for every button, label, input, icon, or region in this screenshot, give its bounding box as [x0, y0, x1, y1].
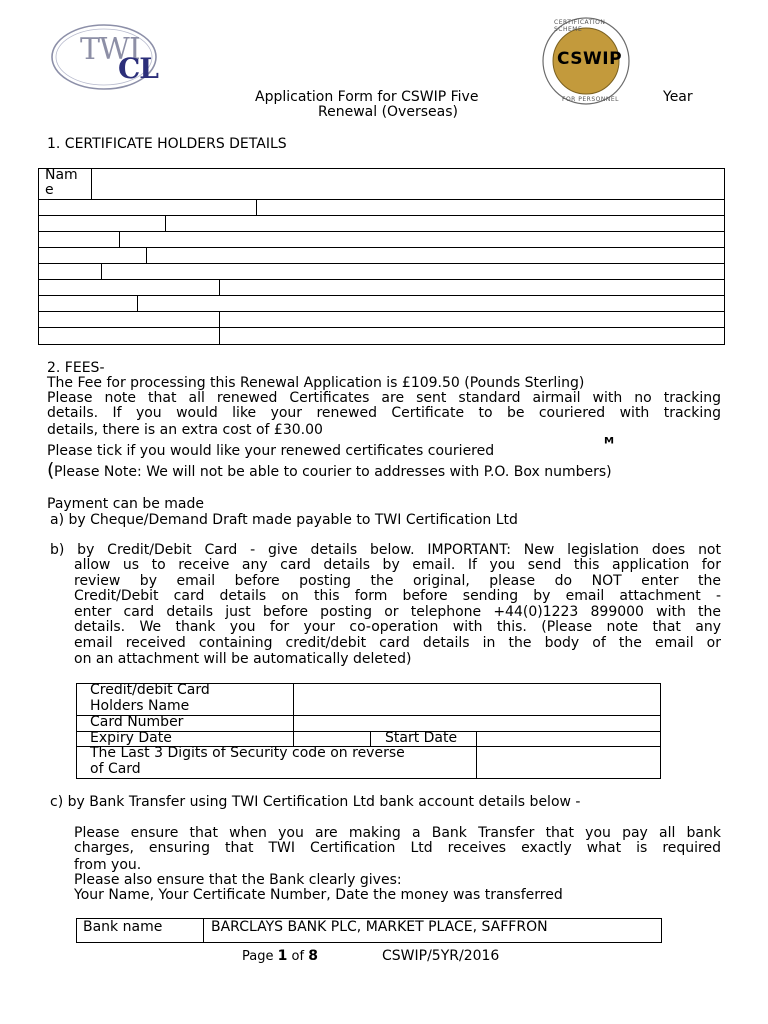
airmail-note-last: details, there is an extra cost of £30.00	[47, 422, 323, 438]
payment-option-a: a) by Cheque/Demand Draft made payable to TWI Certification Ltd	[50, 512, 518, 528]
cswip-logo	[540, 16, 632, 106]
option-b-line: review by email before posting the original, please do NOT enter the	[74, 573, 721, 589]
security-code-label-2: of Card	[90, 761, 141, 777]
option-b-line: enter card details just before posting or telephone +44(0)1223 899000 with the	[74, 604, 721, 620]
card-number-field[interactable]	[294, 716, 660, 731]
po-note-paren: (	[47, 459, 55, 481]
expiry-date-field[interactable]	[294, 732, 370, 746]
bank-name-value: BARCLAYS BANK PLC, MARKET PLACE, SAFFRON	[211, 919, 548, 935]
payment-option-b: b) by Credit/Debit Card - give details below. IMPORTANT: New legislation does not	[50, 542, 721, 558]
section1-heading: 1. CERTIFICATE HOLDERS DETAILS	[47, 136, 287, 152]
name-label-line1: Nam	[45, 167, 78, 183]
option-b-line: email received containing credit/debit card details in the body of the email or	[74, 635, 721, 651]
name-field[interactable]	[92, 169, 724, 199]
twi-logo-text: TWI	[80, 32, 140, 67]
start-date-label: Start Date	[385, 730, 458, 746]
page-number: 1	[277, 948, 288, 964]
page-total: 8	[308, 948, 318, 964]
bank-para-line: charges, ensuring that TWI Certification Ltd receives exactly what is required	[74, 840, 721, 856]
holder-details-table	[38, 168, 725, 345]
bank-para-last: from you.	[74, 857, 142, 873]
card-number-label: Card Number	[90, 714, 184, 730]
security-code-label-1: The Last 3 Digits of Security code on reverse	[90, 745, 405, 761]
bank-gives-intro: Please also ensure that the Bank clearly gives:	[74, 872, 402, 888]
bank-para-line: Please ensure that when you are making a Bank Transfer that you pay all bank	[74, 825, 721, 841]
page-footer	[242, 948, 318, 964]
cswip-ring-top-text: CERTIFICATION SCHEME	[554, 19, 606, 33]
option-b-last: on an attachment will be automatically deleted)	[74, 651, 412, 667]
airmail-note-line: details. If you would like your renewed Certificate to be couriered with tracking	[47, 405, 721, 421]
bank-gives-items: Your Name, Your Certificate Number, Date the money was transferred	[74, 887, 563, 903]
airmail-note-line: Please note that all renewed Certificates are sent standard airmail with no tracking	[47, 390, 721, 406]
form-code: CSWIP/5YR/2016	[382, 948, 500, 964]
fee-line: The Fee for processing this Renewal Application is £109.50 (Pounds Sterling)	[47, 375, 585, 391]
form-title-line2: Renewal (Overseas)	[318, 104, 458, 120]
start-date-field[interactable]	[477, 732, 660, 746]
security-code-field[interactable]	[477, 747, 660, 778]
name-label-line2: e	[45, 182, 54, 198]
card-holder-label-1: Credit/debit Card	[90, 682, 210, 698]
option-b-line: details. We thank you for your co-operation with this. (Please note that any	[74, 619, 721, 635]
card-details-table	[76, 683, 661, 779]
of-word: of	[291, 949, 305, 964]
card-holder-label-2: Holders Name	[90, 698, 190, 714]
cswip-ring-bottom-text: FOR PERSONNEL	[562, 96, 619, 103]
cl-logo-text: CL	[118, 52, 158, 85]
page-word: Page	[242, 949, 274, 964]
payment-option-c: c) by Bank Transfer using TWI Certification Ltd bank account details below -	[50, 794, 581, 810]
courier-tick-line: Please tick if you would like your renewed certificates couriered	[47, 443, 495, 459]
payment-intro: Payment can be made	[47, 496, 205, 512]
card-holder-name-field[interactable]	[294, 684, 660, 715]
cswip-logo-text: CSWIP	[557, 49, 623, 69]
po-note: Please Note: We will not be able to courier to addresses with P.O. Box numbers)	[54, 464, 612, 480]
bank-name-label: Bank name	[83, 919, 163, 935]
bank-details-table	[76, 918, 662, 943]
option-b-line: allow us to receive any card details by email. If you send this application for	[74, 557, 721, 573]
expiry-date-label: Expiry Date	[90, 730, 172, 746]
form-title-year: Year	[663, 89, 693, 105]
section2-heading: 2. FEES-	[47, 360, 105, 376]
option-b-line: Credit/Debit card details on this form before sending by email attachment -	[74, 588, 721, 604]
form-title-part1: Application Form for CSWIP Five	[255, 89, 479, 105]
courier-tick-box[interactable]: ᴹ	[604, 434, 615, 453]
twicl-logo	[50, 22, 160, 92]
